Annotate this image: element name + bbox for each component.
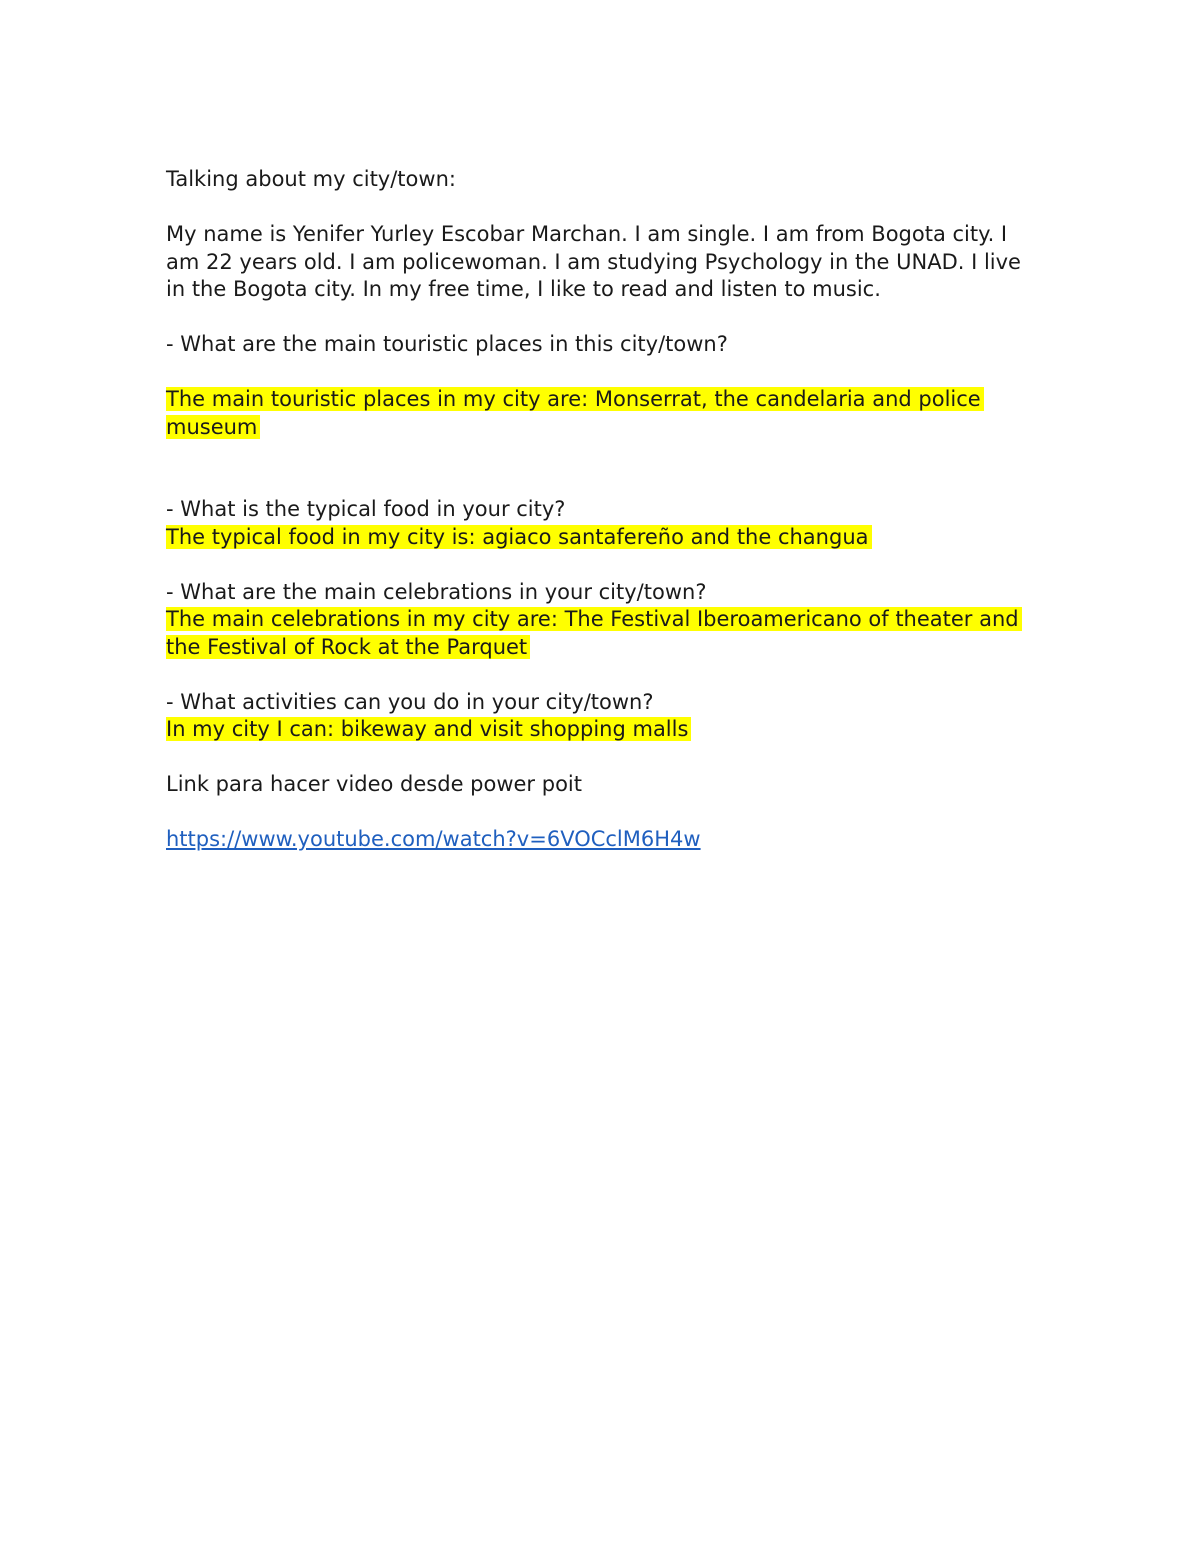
highlighted-answer-text: The main touristic places in my city are: Monserrat, the candelaria and police museum xyxy=(166,387,984,439)
intro-paragraph: My name is Yenifer Yurley Escobar Marchan. I am single. I am from Bogota city. I am 22 years old. I am policewoman. I am studying Psychology in the UNAD. I live in the Bogota city. In my free time, I like to read and listen to music. xyxy=(166,222,1021,301)
answer-activities xyxy=(166,716,1046,744)
question-touristic-places: - What are the main touristic places in this city/town? xyxy=(166,332,728,356)
answer-typical-food xyxy=(166,524,1046,552)
highlighted-answer-text: In my city I can: bikeway and visit shopping malls xyxy=(166,717,691,741)
document-title: Talking about my city/town: xyxy=(166,167,456,191)
highlighted-answer-text: The main celebrations in my city are: The Festival Iberoamericano of theater and the Festival of Rock at the Parquet xyxy=(166,607,1022,659)
question-activities: - What activities can you do in your city/town? xyxy=(166,689,654,714)
link-paragraph xyxy=(166,826,1046,854)
highlighted-answer-text: The typical food in my city is: agiaco santafereño and the changua xyxy=(166,525,872,549)
question-celebrations: - What are the main celebrations in your city/town? xyxy=(166,579,707,604)
answer-celebrations xyxy=(166,606,1046,661)
answer-touristic-places xyxy=(166,386,1046,441)
document-body xyxy=(166,166,1046,854)
youtube-link[interactable]: https://www.youtube.com/watch?v=6VOCclM6H4w xyxy=(166,827,701,851)
link-label: Link para hacer video desde power poit xyxy=(166,772,582,796)
question-typical-food: - What is the typical food in your city? xyxy=(166,497,566,521)
